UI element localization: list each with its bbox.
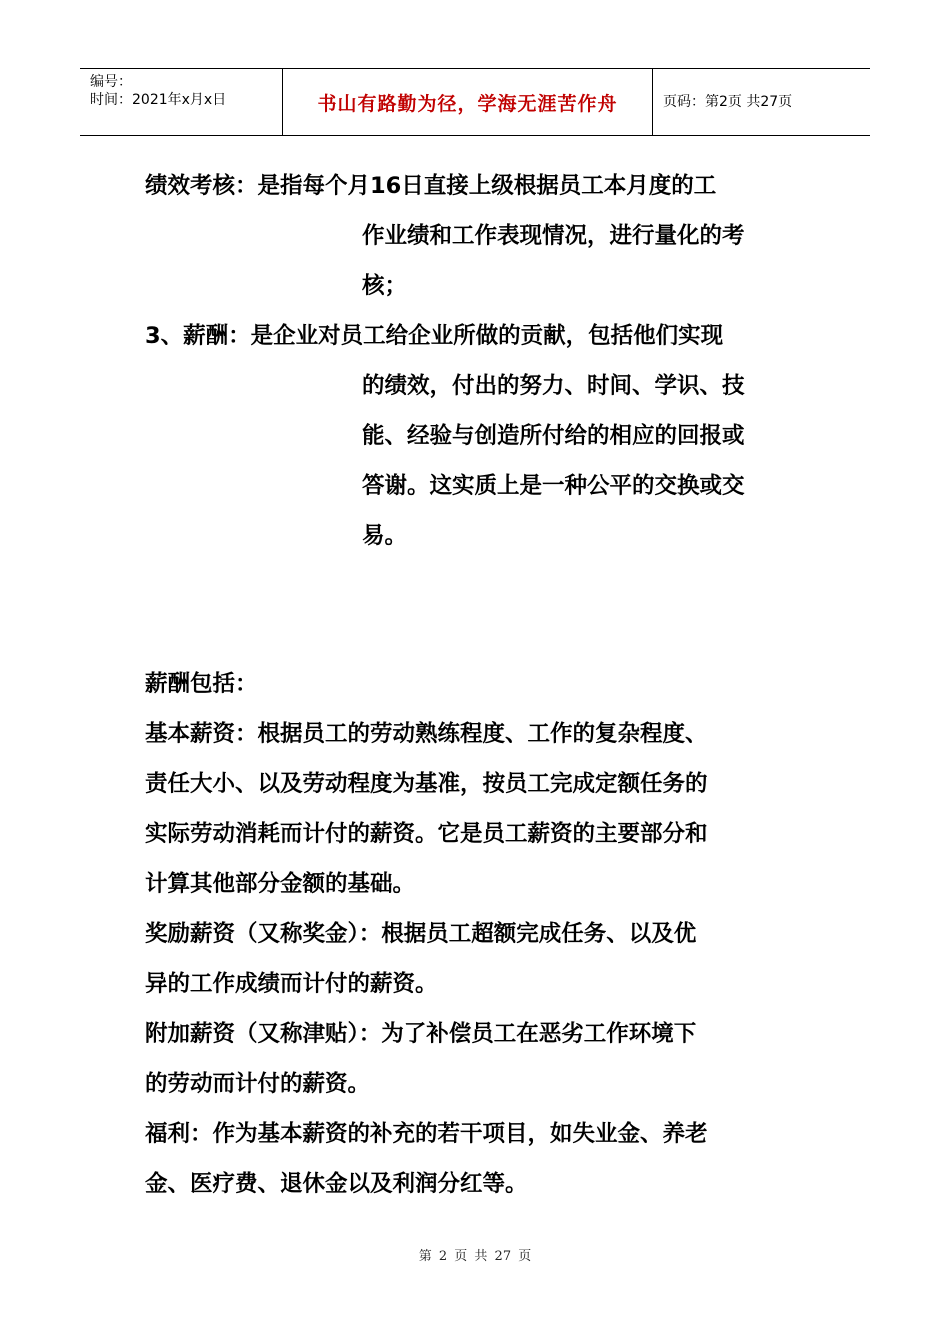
salary-definition-line: 答谢。这实质上是一种公平的交换或交: [362, 473, 745, 499]
allowance-salary-line: 的劳动而计付的薪资。: [145, 1071, 371, 1097]
salary-definition-line: 易。: [362, 523, 408, 549]
salary-definition-line: 的绩效，付出的努力、时间、学识、技: [362, 373, 745, 399]
performance-definition-line: 绩效考核：是指每个月16日直接上级根据员工本月度的工: [145, 173, 717, 199]
welfare-line: 金、医疗费、退休金以及利润分红等。: [145, 1171, 528, 1197]
salary-definition-line: 能、经验与创造所付给的相应的回报或: [362, 423, 745, 449]
performance-definition-line: 作业绩和工作表现情况，进行量化的考: [362, 223, 745, 249]
welfare-line: 福利：作为基本薪资的补充的若干项目，如失业金、养老: [145, 1121, 708, 1147]
header-motto: 书山有路勤为径，学海无涯苦作舟: [317, 92, 618, 115]
header-meta-cell: [80, 69, 282, 135]
header-motto-cell: [282, 69, 653, 135]
document-time-label: 时间：2021年x月x日: [90, 92, 227, 108]
salary-definition-line: 3、薪酬：是企业对员工给企业所做的贡献，包括他们实现: [145, 323, 724, 349]
performance-definition-line: 核；: [362, 273, 408, 299]
page-footer: 第 2 页 共 27 页: [418, 1249, 532, 1264]
allowance-salary-line: 附加薪资（又称津贴）：为了补偿员工在恶劣工作环境下: [145, 1021, 697, 1047]
basic-salary-line: 基本薪资：根据员工的劳动熟练程度、工作的复杂程度、: [145, 721, 708, 747]
header-page-label: 页码：第2页 共27页: [663, 93, 793, 110]
bonus-salary-line: 奖励薪资（又称奖金）：根据员工超额完成任务、以及优: [145, 921, 697, 947]
header-page-cell: [653, 69, 870, 135]
basic-salary-line: 计算其他部分金额的基础。: [145, 871, 416, 897]
document-number-label: 编号：: [90, 74, 132, 90]
basic-salary-line: 责任大小、以及劳动程度为基准，按员工完成定额任务的: [145, 771, 708, 797]
bonus-salary-line: 异的工作成绩而计付的薪资。: [145, 971, 438, 997]
salary-components-heading: 薪酬包括：: [145, 671, 258, 697]
document-header: [80, 68, 870, 136]
basic-salary-line: 实际劳动消耗而计付的薪资。它是员工薪资的主要部分和: [145, 821, 708, 847]
